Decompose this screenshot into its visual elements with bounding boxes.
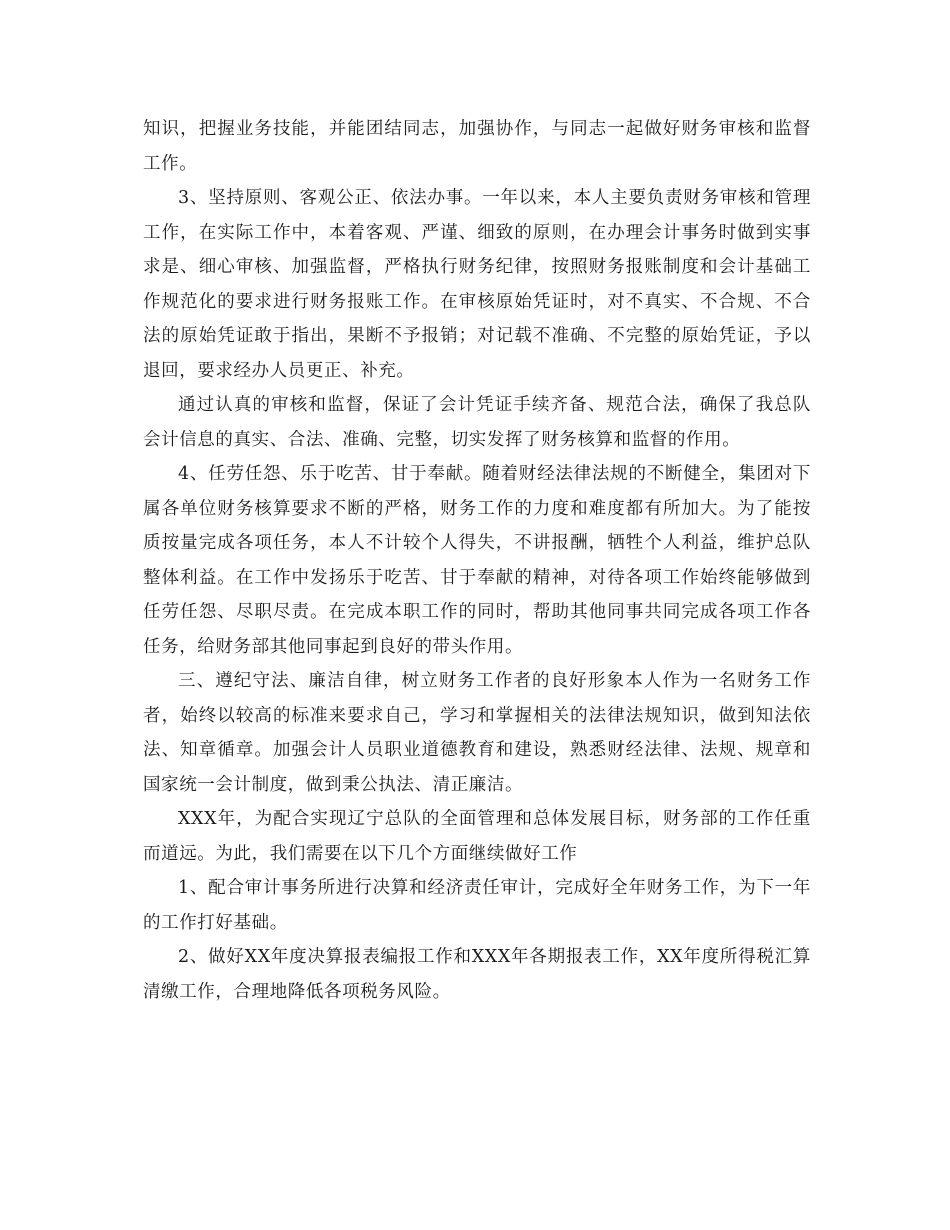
paragraph-plan-item-1: 1、配合审计事务所进行决算和经济责任审计，完成好全年财务工作，为下一年的工作打好基础。: [143, 878, 811, 933]
paragraph-item-4: 4、任劳任怨、乐于吃苦、甘于奉献。随着财经法律法规的不断健全，集团对下属各单位财务核算要求不断的严格，财务工作的力度和难度都有所加大。为了能按质按量完成各项任务，本人不计较个人得失，不讲报酬，牺牲个人利益，维护总队整体利益。在工作中发扬乐于吃苦、甘于奉献的精神，对待各项工作始终能够做到任劳任怨、尽职尽责。在完成本职工作的同时，帮助其他同事共同完成各项工作各任务，给财务部其他同事起到良好的带头作用。: [143, 464, 811, 657]
paragraph-item-3: 3、坚持原则、客观公正、依法办事。一年以来，本人主要负责财务审核和管理工作，在实际工作中，本着客观、严谨、细致的原则，在办理会计事务时做到实事求是、细心审核、加强监督，严格执行财务纪律，按照财务报账制度和会计基础工作规范化的要求进行财务报账工作。在审核原始凭证时，对不真实、不合规、不合法的原始凭证敢于指出，果断不予报销；对记载不准确、不完整的原始凭证，予以退回，要求经办人员更正、补充。: [143, 188, 811, 381]
paragraph-section-3: 三、遵纪守法、廉洁自律，树立财务工作者的良好形象本人作为一名财务工作者，始终以较高的标准来要求自己，学习和掌握相关的法律法规知识，做到知法依法、知章循章。加强会计人员职业道德教育和建设，熟悉财经法律、法规、规章和国家统一会计制度，做到秉公执法、清正廉洁。: [143, 671, 811, 795]
paragraph-continuation: 知识，把握业务技能，并能团结同志，加强协作，与同志一起做好财务审核和监督工作。: [143, 119, 811, 174]
paragraph-plan-intro: XXX年，为配合实现辽宁总队的全面管理和总体发展目标，财务部的工作任重而道远。为此，我们需要在以下几个方面继续做好工作: [143, 809, 811, 864]
document-body: [143, 112, 811, 1009]
paragraph-plan-item-2: 2、做好XX年度决算报表编报工作和XXX年各期报表工作，XX年度所得税汇算清缴工作，合理地降低各项税务风险。: [143, 947, 811, 1002]
paragraph-audit-summary: 通过认真的审核和监督，保证了会计凭证手续齐备、规范合法，确保了我总队会计信息的真实、合法、准确、完整，切实发挥了财务核算和监督的作用。: [143, 395, 811, 450]
